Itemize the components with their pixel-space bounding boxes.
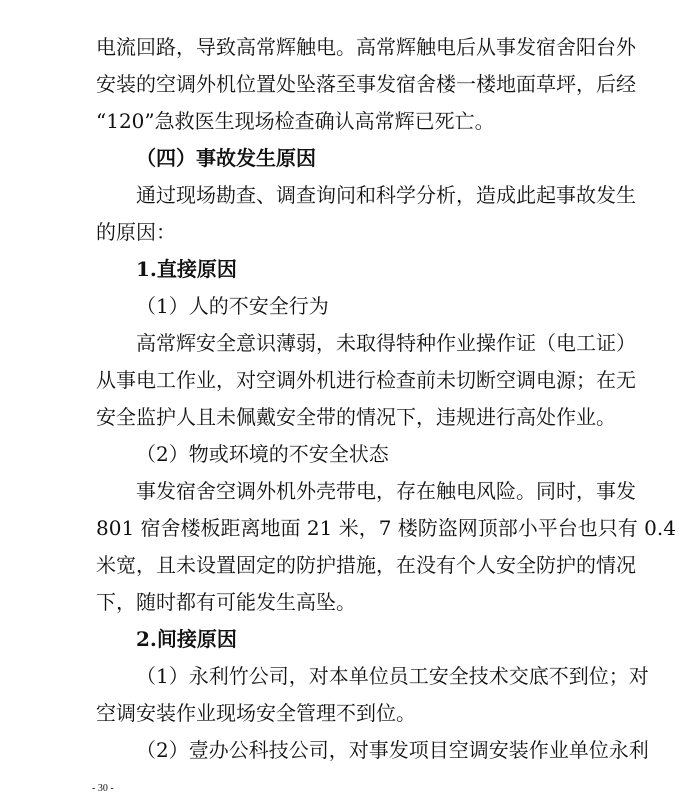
body-text-line: 空调安装作业现场安全管理不到位。 xyxy=(96,701,416,725)
page-number: - 30 - xyxy=(92,783,114,794)
body-text-line: 高常辉安全意识薄弱，未取得特种作业操作证（电工证） xyxy=(136,331,636,355)
body-text-line: 的原因： xyxy=(96,220,176,244)
body-text-line: 安全监护人且未佩戴安全带的情况下，违规进行高处作业。 xyxy=(96,405,616,429)
body-text-line: “120”急救医生现场检查确认高常辉已死亡。 xyxy=(96,109,495,133)
body-text-line: 从事电工作业，对空调外机进行检查前未切断空调电源；在无 xyxy=(96,368,636,392)
body-text-line: 安装的空调外机位置处坠落至事发宿舍楼一楼地面草坪，后经 xyxy=(96,72,636,96)
body-text-line: 801 宿舍楼板距离地面 21 米，7 楼防盗网顶部小平台也只有 0.4 xyxy=(96,516,676,540)
subsection-heading: 2.间接原因 xyxy=(136,627,237,651)
subsection-heading: 1.直接原因 xyxy=(136,257,237,281)
body-text-line: （1）永利竹公司，对本单位员工安全技术交底不到位；对 xyxy=(136,664,649,688)
body-text-line: 电流回路，导致高常辉触电。高常辉触电后从事发宿舍阳台外 xyxy=(96,35,636,59)
body-text-line: （2）壹办公科技公司，对事发项目空调安装作业单位永利 xyxy=(136,738,649,762)
list-item-heading: （1）人的不安全行为 xyxy=(136,294,329,318)
body-text-line: 下，随时都有可能发生高坠。 xyxy=(96,590,356,614)
body-text-line: 米宽，且未设置固定的防护措施，在没有个人安全防护的情况 xyxy=(96,553,636,577)
body-text-line: 事发宿舍空调外机外壳带电，存在触电风险。同时，事发 xyxy=(136,479,636,503)
body-text-line: 通过现场勘查、调查询问和科学分析，造成此起事故发生 xyxy=(136,183,636,207)
section-heading: （四）事故发生原因 xyxy=(136,146,316,170)
list-item-heading: （2）物或环境的不安全状态 xyxy=(136,442,389,466)
